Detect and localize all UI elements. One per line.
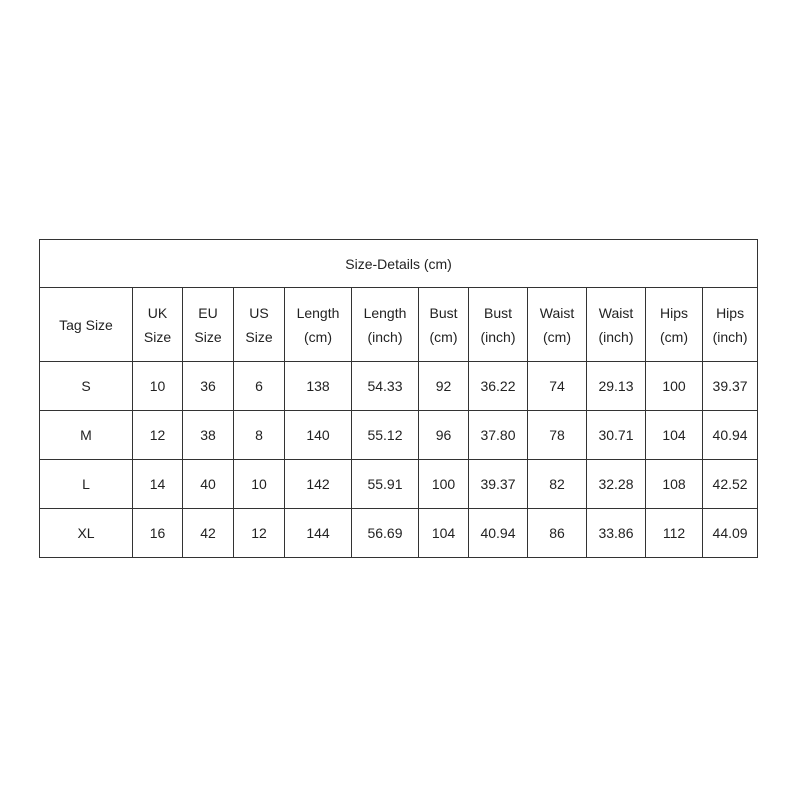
column-header: [40, 288, 133, 362]
table-cell: 144: [285, 509, 352, 558]
table-cell: 12: [133, 411, 183, 460]
table-caption: Size-Details (cm): [40, 240, 758, 288]
column-header: [703, 288, 758, 362]
column-header-line: (cm): [660, 328, 688, 345]
tag-size-cell: L: [40, 460, 133, 509]
table-body: [40, 362, 758, 558]
table-cell: 55.12: [352, 411, 419, 460]
table-cell: 140: [285, 411, 352, 460]
caption-row: [40, 240, 758, 288]
table-cell: 6: [234, 362, 285, 411]
column-header-line: (inch): [712, 328, 748, 345]
table-cell: 78: [528, 411, 587, 460]
table-cell: 36: [183, 362, 234, 411]
column-header-line: UK: [147, 304, 168, 321]
table-cell: 92: [419, 362, 469, 411]
table-cell: 55.91: [352, 460, 419, 509]
column-header-line: (inch): [598, 328, 634, 345]
table-cell: 108: [646, 460, 703, 509]
column-header: [587, 288, 646, 362]
column-header: [469, 288, 528, 362]
table-row: [40, 460, 758, 509]
table-cell: 39.37: [703, 362, 758, 411]
column-header-line: (inch): [480, 328, 516, 345]
table-cell: 44.09: [703, 509, 758, 558]
table-cell: 12: [234, 509, 285, 558]
column-header-line: US: [249, 304, 269, 321]
column-header-line: Size: [194, 328, 222, 345]
table-row: [40, 509, 758, 558]
table-cell: 100: [646, 362, 703, 411]
column-header: [183, 288, 234, 362]
column-header-line: Size: [143, 328, 172, 345]
column-header-line: Length: [363, 304, 407, 321]
table-cell: 142: [285, 460, 352, 509]
column-header: [528, 288, 587, 362]
table-cell: 10: [133, 362, 183, 411]
column-header-line: (inch): [367, 328, 403, 345]
column-header-line: Hips: [716, 304, 745, 321]
column-header-line: Waist: [598, 304, 634, 321]
table-cell: 10: [234, 460, 285, 509]
column-header-line: Tag Size: [59, 316, 113, 333]
table-cell: 33.86: [587, 509, 646, 558]
size-details-table: [39, 239, 758, 558]
column-header-line: Size: [245, 328, 273, 345]
table-cell: 54.33: [352, 362, 419, 411]
tag-size-cell: M: [40, 411, 133, 460]
table-cell: 8: [234, 411, 285, 460]
table-cell: 96: [419, 411, 469, 460]
column-header-line: EU: [198, 304, 218, 321]
table-cell: 86: [528, 509, 587, 558]
table-cell: 36.22: [469, 362, 528, 411]
table-cell: 42.52: [703, 460, 758, 509]
tag-size-cell: XL: [40, 509, 133, 558]
column-header-line: Waist: [539, 304, 575, 321]
table-cell: 82: [528, 460, 587, 509]
column-header-line: (cm): [304, 328, 332, 345]
table-cell: 39.37: [469, 460, 528, 509]
table-cell: 104: [646, 411, 703, 460]
table-cell: 112: [646, 509, 703, 558]
table-cell: 40: [183, 460, 234, 509]
header-row: [40, 288, 758, 362]
table-cell: 42: [183, 509, 234, 558]
column-header: [352, 288, 419, 362]
table-cell: 40.94: [469, 509, 528, 558]
column-header: [234, 288, 285, 362]
table-cell: 32.28: [587, 460, 646, 509]
column-header-line: (cm): [429, 328, 458, 345]
column-header-line: Length: [296, 304, 340, 321]
column-header: [133, 288, 183, 362]
column-header: [419, 288, 469, 362]
table-cell: 38: [183, 411, 234, 460]
table-cell: 30.71: [587, 411, 646, 460]
table-cell: 138: [285, 362, 352, 411]
table-row: [40, 411, 758, 460]
table-cell: 100: [419, 460, 469, 509]
column-header-line: Bust: [429, 304, 458, 321]
table-cell: 40.94: [703, 411, 758, 460]
column-header-line: Hips: [659, 304, 688, 321]
column-header: [646, 288, 703, 362]
tag-size-cell: S: [40, 362, 133, 411]
table-cell: 56.69: [352, 509, 419, 558]
table-cell: 104: [419, 509, 469, 558]
table-cell: 16: [133, 509, 183, 558]
column-header-line: Bust: [483, 304, 512, 321]
table-cell: 37.80: [469, 411, 528, 460]
table-cell: 14: [133, 460, 183, 509]
table-cell: 74: [528, 362, 587, 411]
column-header: [285, 288, 352, 362]
column-header-line: (cm): [543, 328, 571, 345]
table-row: [40, 362, 758, 411]
table-cell: 29.13: [587, 362, 646, 411]
